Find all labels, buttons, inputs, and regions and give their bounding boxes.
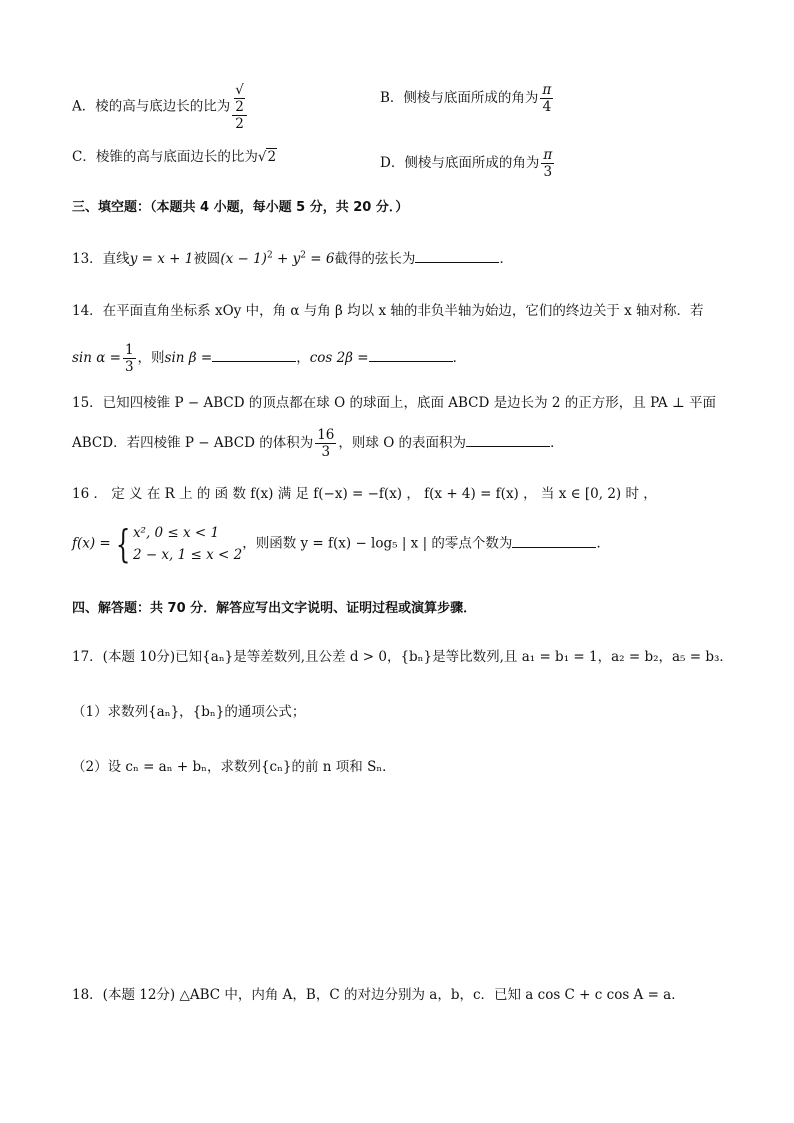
answer-blank[interactable] bbox=[415, 248, 499, 263]
answer-blank[interactable] bbox=[369, 347, 453, 362]
option-b: B．侧棱与底面所成的角为 $\frac{\pi}{4}$ bbox=[380, 82, 552, 115]
fraction: $\frac{\pi}{4}$ bbox=[542, 82, 552, 115]
option-d: D．侧棱与底面所成的角为 $\frac{\pi}{3}$ bbox=[380, 147, 553, 180]
question-17-part2: （2）设 cₙ = aₙ + bₙ，求数列{cₙ}的前 n 项和 Sₙ． bbox=[72, 759, 396, 775]
question-13: 13．直线y = x + 1被圆$(x - 1)^2 + y^2 = 6$截得的弦长为 ． bbox=[72, 248, 734, 269]
answer-blank[interactable] bbox=[212, 347, 296, 362]
question-17-part1: （1）求数列{aₙ}，{bₙ}的通项公式； bbox=[72, 704, 306, 720]
square-root: √2 bbox=[257, 149, 277, 165]
question-17-stem: 17．(本题 10分)已知{aₙ}是等差数列,且公差 d > 0，{bₙ}是等比数列,且 a₁ = b₁ = 1，a₂ = b₂，a₅ = b₃． bbox=[72, 649, 733, 665]
answer-blank[interactable] bbox=[466, 432, 550, 447]
fraction: √ 2 2 bbox=[232, 82, 247, 132]
question-15-line2: ABCD．若四棱锥 P − ABCD 的体积为 $\frac{16}{3}$ ，则球 O 的表面积为 ． bbox=[72, 427, 564, 460]
question-18-stem: 18．(本题 12分) △ABC 中，内角 A，B，C 的对边分别为 a，b，c．已知 a cos C + c cos A = a． bbox=[72, 987, 685, 1003]
question-14-line2: sin α = $\frac{1}{3}$ ，则sin β = ，cos 2β = ． bbox=[72, 342, 467, 375]
question-16-line1: 16 ． 定 义 在 R 上 的 函 数 f(x) 满 足 f(−x) = −f(x) ， f(x + 4) = f(x) ， 当 x ∈ [0, 2) 时 ， bbox=[72, 486, 657, 502]
question-15-line1: 15．已知四棱锥 P − ABCD 的顶点都在球 O 的球面上，底面 ABCD 是边长为 2 的正方形，且 PA ⊥ 平面 bbox=[72, 395, 716, 411]
section-heading-solutions: 四、解答题：共 70 分．解答应写出文字说明、证明过程或演算步骤． bbox=[72, 601, 477, 616]
section-heading-fill-blank: 三、填空题：（本题共 4 小题，每小题 5 分，共 20 分．） bbox=[72, 200, 409, 215]
question-16-line2: f(x) = { x², 0 ≤ x < 1 2 − x, 1 ≤ x < 2 ，则函数 y = f(x) − log₅ | x | 的零点个数为 ． bbox=[72, 522, 610, 566]
answer-blank[interactable] bbox=[512, 533, 596, 548]
option-c: C．棱锥的高与底面边长的比为√2 bbox=[72, 149, 277, 165]
option-a: A．棱的高与底边长的比为 √ 2 2 bbox=[72, 82, 734, 132]
fraction: $\frac{\pi}{3}$ bbox=[543, 147, 553, 180]
question-14-line1: 14．在平面直角坐标系 xOy 中，角 α 与角 β 均以 x 轴的非负半轴为始边，它们的终边关于 x 轴对称．若 bbox=[72, 303, 704, 319]
